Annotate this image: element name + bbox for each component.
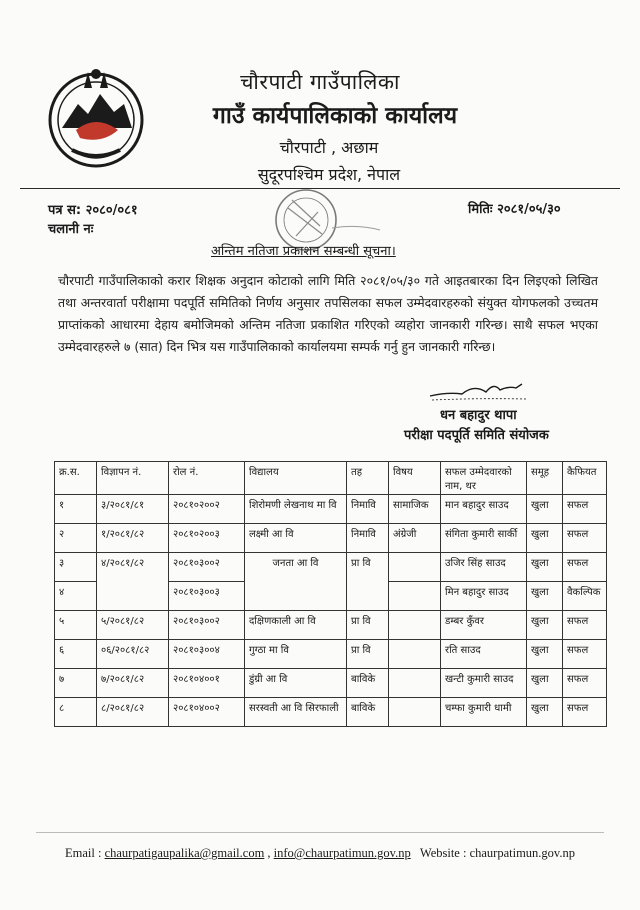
cell-school: जनता आ वि bbox=[245, 553, 347, 611]
cell-remark: वैकल्पिक bbox=[563, 582, 607, 611]
cell-school: गुग्ठा मा वि bbox=[245, 640, 347, 669]
cell-remark: सफल bbox=[563, 698, 607, 727]
municipality-name: चौरपाटी गाउँपालिका bbox=[240, 70, 400, 94]
footer-divider bbox=[36, 832, 604, 833]
cell-subject: सामाजिक bbox=[389, 495, 441, 524]
cell-advert: ४/२०८१/८२ bbox=[97, 553, 169, 611]
cell-advert: ३/२०८१/८१ bbox=[97, 495, 169, 524]
cell-subject: अंग्रेजी bbox=[389, 524, 441, 553]
cell-group: खुला bbox=[527, 553, 563, 582]
col-header-group: समूह bbox=[527, 462, 563, 495]
cell-advert: १/२०८१/८२ bbox=[97, 524, 169, 553]
cell-subject bbox=[389, 611, 441, 640]
office-stamp-icon bbox=[262, 178, 392, 278]
cell-name: डम्बर कुँवर bbox=[441, 611, 527, 640]
cell-level: बाविके bbox=[347, 698, 389, 727]
cell-sn: ७ bbox=[55, 669, 97, 698]
letter-date: मितिः २०८१/०५/३० bbox=[468, 202, 561, 217]
table-header-row bbox=[55, 462, 607, 495]
cell-advert: ५/२०८१/८२ bbox=[97, 611, 169, 640]
signatory-title: परीक्षा पदपूर्ति समिति संयोजक bbox=[404, 428, 549, 443]
cell-subject bbox=[389, 698, 441, 727]
cell-advert: ०६/२०८१/८२ bbox=[97, 640, 169, 669]
cell-name: खन्टी कुमारी साउद bbox=[441, 669, 527, 698]
cell-subject bbox=[389, 669, 441, 698]
cell-sn: १ bbox=[55, 495, 97, 524]
cell-name: चम्फा कुमारी धामी bbox=[441, 698, 527, 727]
cell-group: खुला bbox=[527, 495, 563, 524]
cell-sn: २ bbox=[55, 524, 97, 553]
cell-sn: ८ bbox=[55, 698, 97, 727]
cell-remark: सफल bbox=[563, 640, 607, 669]
cell-remark: सफल bbox=[563, 495, 607, 524]
cell-sn: ६ bbox=[55, 640, 97, 669]
table-row bbox=[55, 495, 607, 524]
col-header-sn: क्र.स. bbox=[55, 462, 97, 495]
dispatch-number: चलानी नः bbox=[48, 222, 94, 237]
notice-subject: अन्तिम नतिजा प्रकाशन सम्बन्धी सूचना। bbox=[211, 244, 396, 259]
cell-remark: सफल bbox=[563, 669, 607, 698]
cell-name: मिन बहादुर साउद bbox=[441, 582, 527, 611]
cell-level: प्रा वि bbox=[347, 640, 389, 669]
table-row bbox=[55, 640, 607, 669]
office-name: गाउँ कार्यपालिकाको कार्यालय bbox=[212, 103, 458, 129]
email-link-primary[interactable]: chaurpatigaupalika@gmail.com bbox=[104, 846, 265, 860]
notice-body: चौरपाटी गाउँपालिकाको करार शिक्षक अनुदान कोटाको लागि मिति २०८१/०५/३० गते आइतबारका दिन लिइएको लिखित तथा अन्तरवार्ता परीक्षामा पदपूर्ति समितिको निर्णय अनुसार तपसिलका सफल उम्मेदवारहरुको संयुक्त योगफलको उच्चतम प्राप्तांकको आधारमा देहाय बमोजिमको अन्तिम नतिजा प्रकाशित गरिएको व्यहोरा जानकारी गरिन्छ। साथै सफल भएका उम्मेदवारहरुले ७ (सात) दिन भित्र यस गाउँपालिकाको कार्यालयमा सम्पर्क गर्नु हुन जानकारी गरिन्छ। bbox=[58, 273, 598, 354]
cell-school: दक्षिणकाली आ वि bbox=[245, 611, 347, 640]
cell-level: बाविके bbox=[347, 669, 389, 698]
cell-roll: २०८१०३००४ bbox=[169, 640, 245, 669]
table-row bbox=[55, 524, 607, 553]
results-table bbox=[54, 461, 607, 727]
cell-level: निमावि bbox=[347, 524, 389, 553]
cell-school: डुंग्री आ वि bbox=[245, 669, 347, 698]
cell-name: रति साउद bbox=[441, 640, 527, 669]
cell-roll: २०८१०२००२ bbox=[169, 495, 245, 524]
email-label: Email : bbox=[65, 846, 102, 860]
cell-roll: २०८१०४००२ bbox=[169, 698, 245, 727]
cell-group: खुला bbox=[527, 582, 563, 611]
cell-remark: सफल bbox=[563, 553, 607, 582]
signature-icon bbox=[428, 378, 528, 404]
cell-roll: २०८१०३००२ bbox=[169, 553, 245, 582]
cell-roll: २०८१०४००१ bbox=[169, 669, 245, 698]
cell-subject bbox=[389, 553, 441, 582]
footer-contact bbox=[0, 846, 640, 861]
cell-sn: ४ bbox=[55, 582, 97, 611]
col-header-school: विद्यालय bbox=[245, 462, 347, 495]
col-header-remark: कैफियत bbox=[563, 462, 607, 495]
cell-advert: ८/२०८१/८२ bbox=[97, 698, 169, 727]
cell-school: शिरोमणी लेखनाथ मा वि bbox=[245, 495, 347, 524]
website-label: Website : bbox=[419, 846, 467, 860]
cell-name: संगिता कुमारी सार्की bbox=[441, 524, 527, 553]
cell-level: प्रा वि bbox=[347, 611, 389, 640]
signatory-name: धन बहादुर थापा bbox=[440, 408, 517, 423]
website-text: chaurpatimun.gov.np bbox=[469, 846, 575, 860]
email-link-info[interactable]: info@chaurpatimun.gov.np bbox=[273, 846, 411, 860]
col-header-roll: रोल नं. bbox=[169, 462, 245, 495]
col-header-subject: विषय bbox=[389, 462, 441, 495]
cell-sn: ५ bbox=[55, 611, 97, 640]
table-row bbox=[55, 669, 607, 698]
cell-roll: २०८१०३००३ bbox=[169, 582, 245, 611]
col-header-level: तह bbox=[347, 462, 389, 495]
office-location: चौरपाटी , अछाम bbox=[279, 138, 379, 157]
cell-school: सरस्वती आ वि सिरफाली bbox=[245, 698, 347, 727]
cell-group: खुला bbox=[527, 640, 563, 669]
cell-group: खुला bbox=[527, 611, 563, 640]
cell-sn: ३ bbox=[55, 553, 97, 582]
cell-group: खुला bbox=[527, 669, 563, 698]
cell-name: मान बहादुर साउद bbox=[441, 495, 527, 524]
col-header-name: सफल उम्मेदवारको नाम, थर bbox=[441, 462, 527, 495]
cell-group: खुला bbox=[527, 524, 563, 553]
cell-roll: २०८१०३००२ bbox=[169, 611, 245, 640]
reference-number: पत्र स: २०८०/०८१ bbox=[48, 203, 138, 218]
email-separator: , bbox=[267, 846, 271, 860]
cell-remark: सफल bbox=[563, 524, 607, 553]
table-row bbox=[55, 611, 607, 640]
col-header-advert: विज्ञापन नं. bbox=[97, 462, 169, 495]
cell-group: खुला bbox=[527, 698, 563, 727]
cell-level: निमावि bbox=[347, 495, 389, 524]
cell-remark: सफल bbox=[563, 611, 607, 640]
cell-school: लक्ष्मी आ वि bbox=[245, 524, 347, 553]
table-row bbox=[55, 553, 607, 582]
office-province: सुदूरपश्चिम प्रदेश, नेपाल bbox=[257, 165, 401, 184]
cell-subject bbox=[389, 582, 441, 611]
cell-level: प्रा वि bbox=[347, 553, 389, 611]
table-row bbox=[55, 698, 607, 727]
cell-name: उजिर सिंह साउद bbox=[441, 553, 527, 582]
cell-roll: २०८१०२००३ bbox=[169, 524, 245, 553]
cell-advert: ७/२०८१/८२ bbox=[97, 669, 169, 698]
cell-subject bbox=[389, 640, 441, 669]
